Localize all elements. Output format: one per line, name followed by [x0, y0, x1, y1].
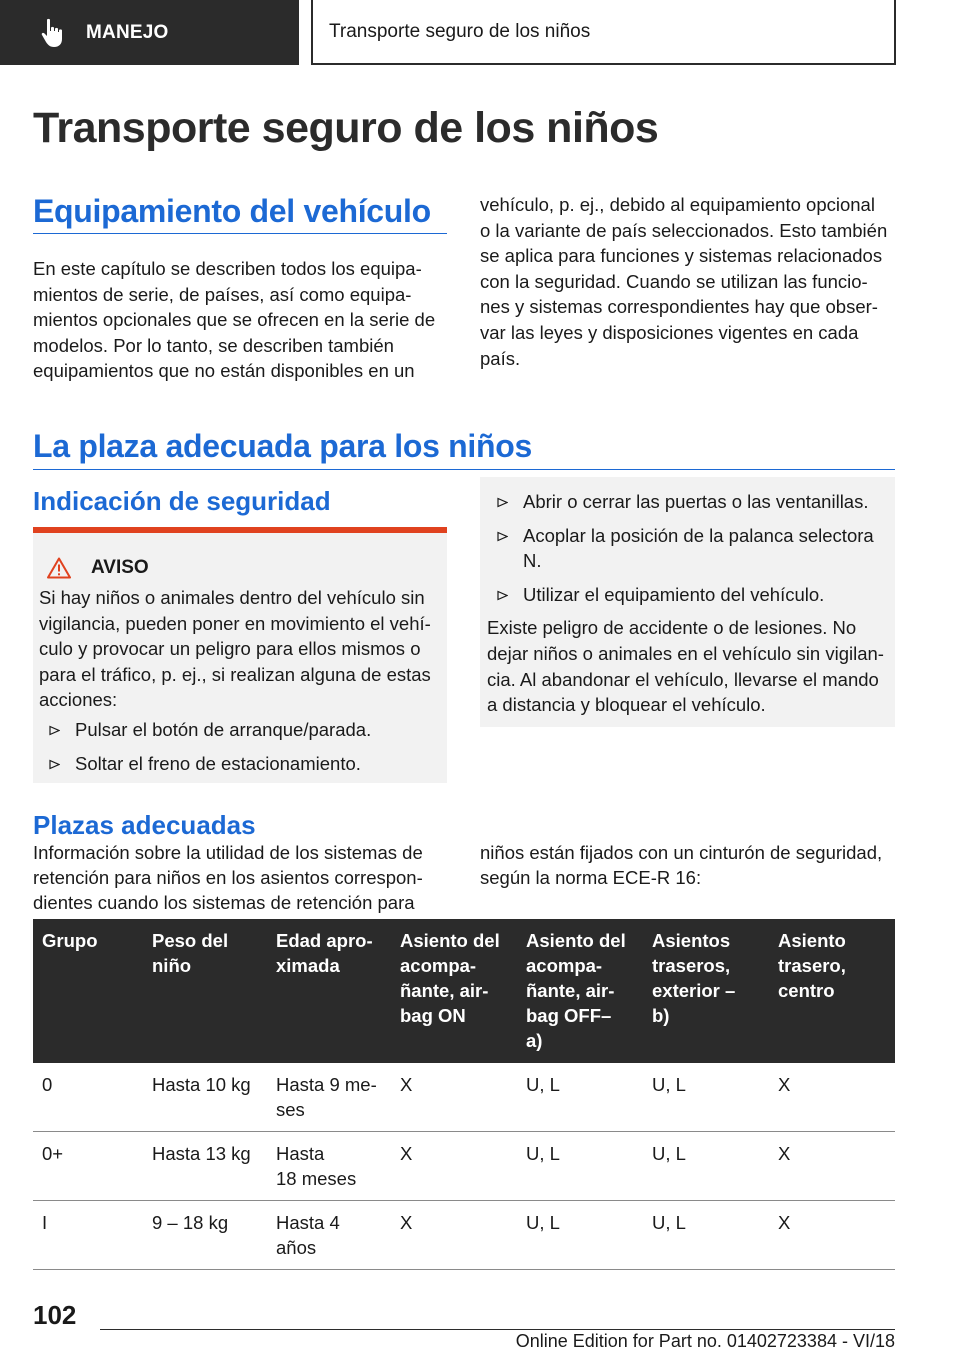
plazas-text-left: [33, 840, 453, 915]
table-cell: X: [769, 1201, 895, 1270]
bullet-text: Acoplar la posición de la palanca selectora: [523, 524, 874, 546]
heading-plazas-adecuadas: Plazas adecuadas: [33, 810, 256, 840]
list-item: [487, 582, 885, 608]
chapter-tab: [0, 0, 299, 65]
heading-plaza-adecuada: La plaza adecuada para los niños: [33, 428, 533, 464]
table-row: [33, 1132, 895, 1201]
table-cell: U, L: [643, 1132, 769, 1201]
text-line: niños están fijados con un cinturón de seguridad,: [480, 842, 883, 863]
warning-bullets-left: [39, 717, 437, 776]
text-line: equipamientos que no están disponibles en un: [33, 360, 415, 382]
child-seat-table: [33, 919, 895, 1270]
table-cell: Hasta 4 años: [267, 1201, 391, 1270]
table-cell: 0: [33, 1063, 143, 1132]
bullet-text: Pulsar el botón de arranque/parada.: [75, 718, 372, 740]
page-title: Transporte seguro de los niños: [33, 104, 659, 152]
table-cell: 9 – 18 kg: [143, 1201, 267, 1270]
bullet-text: Utilizar el equipamiento del vehículo.: [523, 583, 825, 605]
warning-box-continued: [480, 477, 895, 727]
table-cell: X: [769, 1063, 895, 1132]
text-line: retención para niños en los asientos correspon-: [33, 867, 423, 888]
table-header-cell: Peso del niño: [152, 930, 229, 976]
heading-indicacion-seguridad: Indicación de seguridad: [33, 486, 331, 516]
text-line: culo y provocar un peligro para ellos mismos o: [39, 638, 421, 660]
text-line: mientos de serie, de países, así como equipa-: [33, 283, 412, 305]
running-header: Transporte seguro de los niños: [311, 0, 896, 65]
table-header-cell: Grupo: [42, 930, 98, 951]
text-line: modelos. Por lo tanto, se describen también: [33, 334, 394, 356]
text-line: vehículo, p. ej., debido al equipamiento opcional: [480, 194, 875, 215]
table-cell: Hasta 9 me- ses: [267, 1063, 391, 1132]
warning-box: [33, 527, 447, 783]
footer-rule: [100, 1329, 895, 1330]
table-header-cell: Asiento del acompa- ñante, air- bag OFF– a): [526, 930, 626, 1051]
triangle-bullet-icon: [497, 531, 508, 542]
warning-bullets-right: [487, 489, 885, 607]
table-cell: Hasta 18 meses: [267, 1132, 391, 1201]
list-item: [487, 489, 885, 515]
equipamiento-text-right: [480, 192, 900, 371]
table-cell: X: [769, 1132, 895, 1201]
triangle-bullet-icon: [49, 759, 60, 770]
table-cell: U, L: [517, 1063, 643, 1132]
text-line: según la norma ECE-R 16:: [480, 867, 702, 888]
warning-label: AVISO: [91, 557, 149, 578]
triangle-bullet-icon: [49, 725, 60, 736]
table-cell: Hasta 13 kg: [143, 1132, 267, 1201]
plazas-text-right: [480, 840, 900, 890]
table-cell: X: [391, 1201, 517, 1270]
text-line: var las leyes y disposiciones vigentes en cada: [480, 321, 859, 343]
table-cell: U, L: [643, 1201, 769, 1270]
heading-rule: [33, 469, 895, 470]
text-line: mientos opcionales que se ofrecen en la serie de: [33, 309, 436, 331]
footer-edition: Online Edition for Part no. 01402723384 - VI/18: [515, 1331, 895, 1351]
bullet-text: Soltar el freno de estacionamiento.: [75, 752, 361, 774]
text-line: se aplica para funciones y sistemas relacionados: [480, 245, 883, 267]
table-header-row: [33, 919, 895, 1063]
text-line: o la variante de país seleccionados. Esto también: [480, 219, 888, 241]
list-item: [487, 523, 885, 574]
warning-header: [47, 557, 437, 579]
text-line: nes y sistemas correspondientes hay que obser-: [480, 296, 878, 318]
heading-equipamiento: Equipamiento del vehículo: [33, 193, 431, 229]
table-cell: X: [391, 1132, 517, 1201]
text-line: dientes cuando los sistemas de retención para: [33, 892, 415, 913]
table-cell: U, L: [517, 1201, 643, 1270]
warning-closing-text: [487, 615, 885, 717]
list-item: [39, 751, 437, 777]
text-line: dejar niños o animales en el vehículo sin vigilan-: [487, 642, 884, 664]
table-cell: U, L: [517, 1132, 643, 1201]
bullet-text: Abrir o cerrar las puertas o las ventanillas.: [523, 491, 869, 512]
text-line: con la seguridad. Cuando se utilizan las funcio-: [480, 270, 868, 292]
text-line: Información sobre la utilidad de los sistemas de: [33, 842, 423, 863]
table-cell: I: [33, 1201, 143, 1270]
table-cell: U, L: [643, 1063, 769, 1132]
hand-pointer-icon: [40, 18, 66, 48]
text-line: vigilancia, pueden poner en movimiento el vehí-: [39, 612, 431, 634]
table-row: [33, 1201, 895, 1270]
list-item: [39, 717, 437, 743]
equipamiento-text-left: [33, 256, 453, 384]
triangle-bullet-icon: [497, 590, 508, 601]
text-line: En este capítulo se describen todos los equipa-: [33, 258, 422, 279]
table-header-cell: Edad apro- ximada: [276, 930, 373, 976]
table-row: [33, 1063, 895, 1132]
text-line: Si hay niños o animales dentro del vehículo sin: [39, 587, 425, 608]
text-line: Existe peligro de accidente o de lesiones. No: [487, 617, 857, 639]
table-header-cell: Asiento del acompa- ñante, air- bag ON: [400, 930, 500, 1026]
text-line: acciones:: [39, 689, 118, 711]
table-cell: X: [391, 1063, 517, 1132]
text-line: cia. Al abandonar el vehículo, llevarse el mando: [487, 668, 879, 690]
text-line: país.: [480, 347, 521, 369]
warning-text: [39, 585, 437, 713]
heading-rule: [33, 233, 447, 234]
text-line: a distancia y bloquear el vehículo.: [487, 694, 766, 716]
table-header-cell: Asientos traseros, exterior – b): [652, 930, 736, 1026]
text-line: para el tráfico, p. ej., si realizan alguna de estas: [39, 663, 431, 685]
bullet-text: N.: [523, 550, 542, 572]
chapter-label: MANEJO: [86, 21, 169, 43]
table-header-cell: Asiento trasero, centro: [778, 930, 846, 1001]
warning-triangle-icon: [47, 557, 71, 579]
table-cell: Hasta 10 kg: [143, 1063, 267, 1132]
triangle-bullet-icon: [497, 497, 508, 508]
page-number: 102: [33, 1300, 77, 1330]
table-cell: 0+: [33, 1132, 143, 1201]
